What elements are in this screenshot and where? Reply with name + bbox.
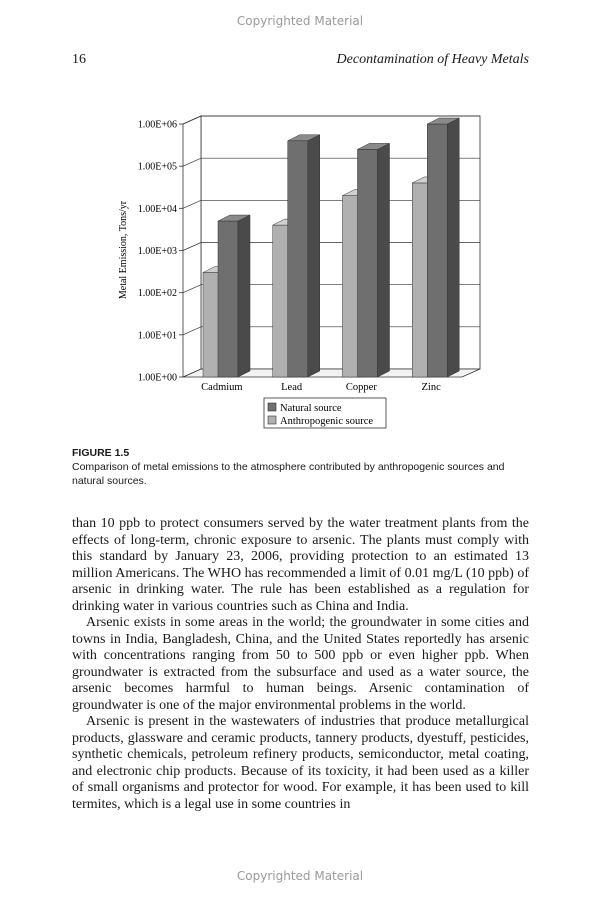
chart-legend [264,398,386,428]
chart-y-tick-label: 1.00E+01 [137,330,177,342]
legend-label: Anthropogenic source [280,416,374,427]
chart-x-tick-label: Zinc [421,382,441,393]
chart-y-tick-label: 1.00E+05 [137,161,177,173]
bar-natural-copper-front [358,149,378,377]
chart-x-tick-label: Lead [281,382,303,393]
bar-natural-zinc-front [427,124,447,377]
bar-natural-lead [288,135,320,377]
figure-label: FIGURE 1.5 [72,447,130,459]
chart-x-tick-label: Copper [345,382,377,393]
paragraph: Arsenic exists in some areas in the world; the groundwater in some cities and towns in India, Bangladesh, China, and the United States reportedly has arsenic with concentrations ranging from 50 to 500 ppb or even higher ppb. When groundwater is extracted from the subsurface and used as a water source, the arsenic becomes harmful to human beings. Arsenic contamination of groundwater is one of the major environmental problems in the world. [72,615,529,713]
running-head [72,52,529,72]
chart-y-tick-label: 1.00E+06 [137,119,177,131]
chart-y-tick-label: 1.00E+04 [137,203,177,215]
metal-emission-chart [100,108,500,433]
chart-y-axis-label: Metal Emission, Tons/yr [118,200,129,300]
bar-natural-zinc [427,118,459,377]
bar-natural-copper-side [378,143,390,377]
chart-y-tick-label: 1.00E+03 [137,246,177,257]
legend-swatch [268,416,276,424]
bar-natural-lead-side [308,135,320,377]
watermark-bottom: Copyrighted Material [236,869,364,883]
watermark-top: Copyrighted Material [236,14,364,28]
chart-y-tick-label: 1.00E+02 [137,288,177,300]
bar-natural-lead-front [288,141,308,377]
paragraph: Arsenic is present in the wastewaters of industries that produce metallurgical products, glassware and ceramic products, tannery products, dyestuff, pesticides, synthetic chemicals, petroleum refinery products, semiconductor, metal coating, and electronic chip products. Because of its toxicity, it had been used as a killer of small organisms and protector for wood. For example, it has been used to kill termites, which is a legal use in some countries in [72,714,529,812]
chart-y-ticks [138,120,183,384]
legend-label: Natural source [280,403,342,414]
page-number: 16 [72,52,86,67]
chart-y-tick-label: 1.00E+00 [137,372,177,384]
legend-swatch [268,403,276,411]
body-text [72,516,529,813]
chart-x-ticks [201,382,441,393]
paragraph: than 10 ppb to protect consumers served by the water treatment plants from the effects of long-term, chronic exposure to arsenic. The plants must comply with this standard by January 23, 2006, providing protection to an estimated 13 million Americans. The WHO has recommended a limit of 0.01 mg/L (10 ppb) of arsenic in drinking water. The rule has been established as a regulation for drinking water in various countries such as China and India. [72,516,529,614]
bar-natural-cadmium [218,215,250,377]
bar-natural-cadmium-side [238,215,250,377]
bar-natural-zinc-side [447,118,459,377]
chart-x-tick-label: Cadmium [201,382,243,393]
figure-caption: Comparison of metal emissions to the atmosphere contributed by anthropogenic sources and natural sources. [72,461,505,487]
bar-natural-copper [358,143,390,377]
book-title: Decontamination of Heavy Metals [336,52,529,67]
bar-natural-cadmium-front [218,221,238,377]
